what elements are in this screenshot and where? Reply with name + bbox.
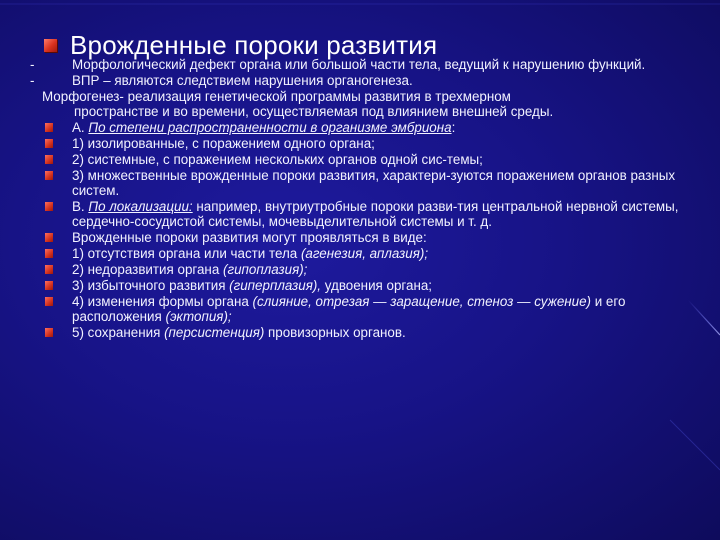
list-item — [30, 230, 690, 245]
list-item — [30, 325, 690, 340]
title-bullet-icon — [44, 39, 57, 52]
item-text-rest: пространстве и во времени, осуществляемая под влиянием внешней среды. — [74, 104, 554, 119]
square-bullet-icon — [45, 265, 53, 274]
square-bullet-icon — [45, 249, 53, 258]
item-suffix: провизорных органов. — [264, 325, 406, 340]
item-emphasis: По степени распространенности в организме эмбриона — [88, 120, 452, 135]
item-emphasis-2: (эктопия); — [165, 309, 232, 324]
item-prefix: 3) избыточного развития — [72, 278, 230, 293]
item-text: 2) системные, с поражением нескольких органов одной сис-темы; — [72, 152, 483, 167]
item-suffix: и его расположения — [72, 294, 626, 324]
list-item — [30, 294, 690, 324]
square-bullet-icon — [45, 233, 53, 242]
square-bullet-icon — [45, 328, 53, 337]
list-item — [30, 278, 690, 293]
list-item — [30, 246, 690, 261]
item-emphasis: (гиперплазия), — [229, 278, 322, 293]
list-item — [30, 89, 690, 119]
item-prefix: 2) недоразвития органа — [72, 262, 223, 277]
square-bullet-icon — [45, 139, 53, 148]
slide-body — [30, 57, 690, 341]
item-emphasis: (агенезия, аплазия); — [300, 246, 429, 261]
square-bullet-icon — [45, 155, 53, 164]
item-prefix: В. — [72, 199, 89, 214]
square-bullet-icon — [45, 297, 53, 306]
dash-marker: - — [30, 57, 35, 72]
page-title: Врожденные пороки развития — [70, 30, 438, 60]
item-prefix: 4) изменения формы органа — [72, 294, 253, 309]
square-bullet-icon — [45, 281, 53, 290]
list-item — [30, 73, 690, 88]
square-bullet-icon — [45, 123, 53, 132]
item-text: Морфологический дефект органа или большой части тела, ведущий к нарушению функций. — [72, 57, 646, 72]
list-item — [30, 120, 690, 135]
item-suffix: удвоения органа; — [321, 278, 433, 293]
item-text: 3) множественные врожденные пороки развития, характери-зуются поражением органов разных систем. — [72, 168, 676, 198]
list-item — [30, 57, 690, 72]
square-bullet-icon — [45, 171, 53, 180]
list-item — [30, 168, 690, 198]
item-text: ВПР – являются следствием нарушения органогенеза. — [72, 73, 413, 88]
list-item — [30, 262, 690, 277]
item-emphasis: (персистенция) — [164, 325, 265, 340]
item-suffix: например, внутриутробные пороки разви-тия центральной нервной системы, сердечно-сосудистой системы, мочевыделительной системы и т. д. — [72, 199, 679, 229]
item-prefix: 1) отсутствия органа или части тела — [72, 246, 301, 261]
list-item — [30, 199, 690, 229]
square-bullet-icon — [45, 202, 53, 211]
list-item — [30, 136, 690, 151]
dash-marker: - — [30, 73, 35, 88]
item-text: Врожденные пороки развития могут проявляться в виде: — [72, 230, 427, 245]
item-prefix: 5) сохранения — [72, 325, 165, 340]
item-text-line1: Морфогенез- реализация генетической программы развития в трехмерном — [42, 89, 511, 104]
item-text: 1) изолированные, с поражением одного органа; — [72, 136, 375, 151]
item-suffix: : — [451, 120, 456, 135]
title-row — [44, 30, 437, 60]
item-emphasis: (слияние, отрезая — заращение, стеноз — сужение) — [252, 294, 592, 309]
list-item — [30, 152, 690, 167]
item-prefix: А. — [72, 120, 89, 135]
item-emphasis: По локализации: — [88, 199, 193, 214]
item-emphasis: (гипоплазия); — [223, 262, 308, 277]
